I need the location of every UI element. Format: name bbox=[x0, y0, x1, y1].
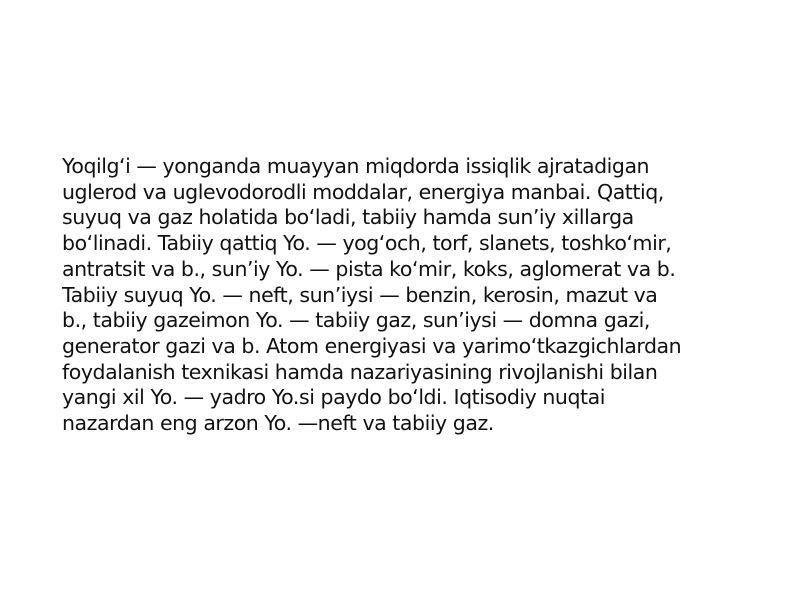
paragraph-line: foydalanish texnikasi hamda nazariyasining rivojlanishi bilan bbox=[62, 359, 658, 384]
paragraph-line: Yoqilg‘i — yonganda muayyan miqdorda issiqlik ajratadigan bbox=[62, 154, 650, 178]
paragraph-line: antratsit va b., sun’iy Yo. — pista ko‘mir, koks, aglomerat va b. bbox=[62, 256, 676, 281]
paragraph-line: b., tabiiy gazeimon Yo. — tabiiy gaz, sun’iysi — domna gazi, bbox=[62, 308, 650, 333]
paragraph-line: bo‘linadi. Tabiiy qattiq Yo. — yog‘och, torf, slanets, toshko‘mir, bbox=[62, 231, 672, 256]
paragraph-line: yangi xil Yo. — yadro Yo.si paydo bo‘ldi. Iqtisodiy nuqtai bbox=[62, 385, 605, 410]
paragraph-line: uglerod va uglevodorodli moddalar, energiya manbai. Qattiq, bbox=[62, 179, 664, 204]
paragraph-line: generator gazi va b. Atom energiyasi va yarimo‘tkazgichlardan bbox=[62, 333, 682, 358]
body-paragraph bbox=[62, 154, 752, 437]
paragraph-line: Tabiiy suyuq Yo. — neft, sun’iysi — benzin, kerosin, mazut va bbox=[62, 282, 658, 307]
paragraph-line: suyuq va gaz holatida bo‘ladi, tabiiy hamda sun’iy xillarga bbox=[62, 205, 634, 230]
paragraph-line: nazardan eng arzon Yo. —neft va tabiiy gaz. bbox=[62, 411, 494, 436]
